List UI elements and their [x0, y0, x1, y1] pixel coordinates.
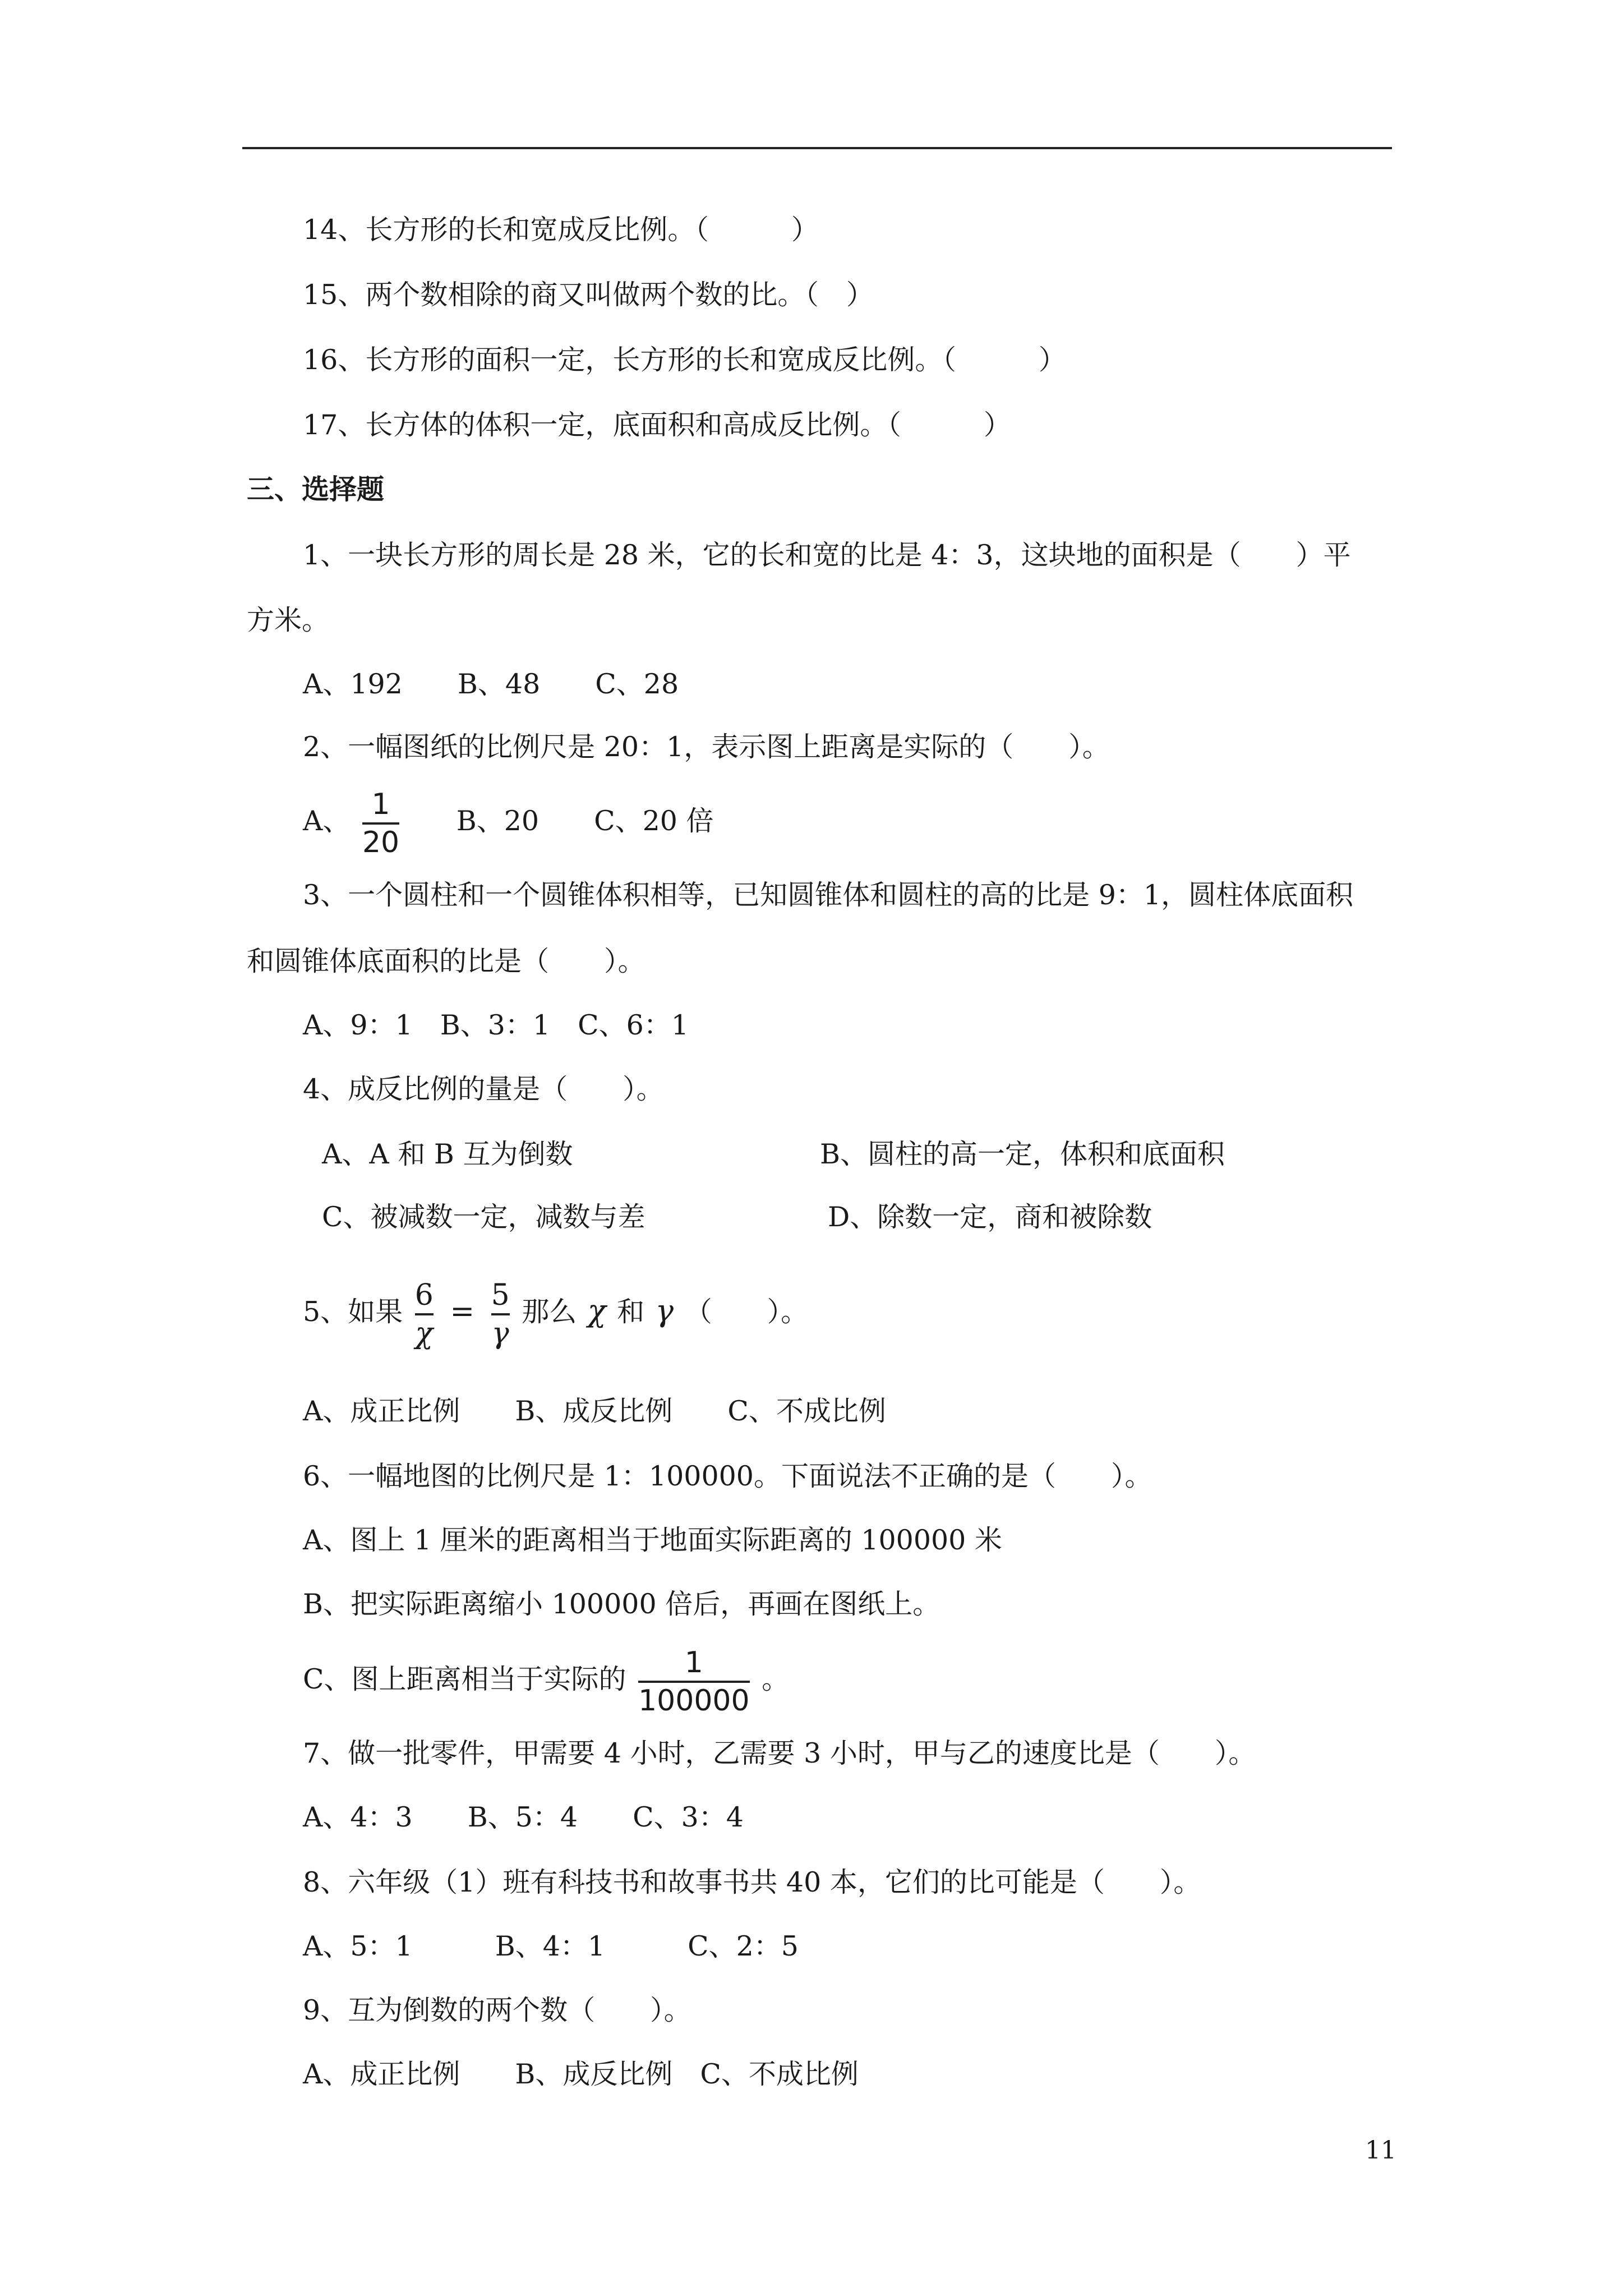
q2-option-a-label: A、 [303, 805, 351, 837]
q4-text: 4、成反比例的量是（ ）。 [303, 1073, 664, 1105]
q6-option-a: A、图上 1 厘米的距离相当于地面实际距离的 100000 米 [303, 1524, 1002, 1556]
q3-text: 3、一个圆柱和一个圆锥体积相等，已知圆锥体和圆柱的高的比是 9：1，圆柱体底面积 [303, 879, 1354, 911]
q5-fraction-1 [415, 1277, 434, 1351]
q5-prefix: 5、如果 [303, 1296, 403, 1328]
judge-q17: 17、长方体的体积一定，底面积和高成反比例。（ ） [303, 409, 1011, 441]
q9-options: A、成正比例 B、成反比例 C、不成比例 [303, 2058, 859, 2090]
q5-text [303, 1269, 808, 1354]
q5-options: A、成正比例 B、成反比例 C、不成比例 [303, 1395, 886, 1427]
judge-q16: 16、长方形的面积一定，长方形的长和宽成反比例。（ ） [303, 344, 1066, 376]
q2-options [303, 782, 714, 861]
q8-options: A、5：1 B、4：1 C、2：5 [303, 1930, 799, 1962]
q6-option-c-suffix: 。 [762, 1663, 790, 1695]
fraction-denominator: 20 [362, 822, 399, 861]
q5-mid: 那么 [522, 1296, 577, 1328]
q8-text: 8、六年级（1）班有科技书和故事书共 40 本，它们的比可能是（ ）。 [303, 1866, 1201, 1898]
q7-options: A、4：3 B、5：4 C、3：4 [303, 1801, 744, 1833]
q6-option-b: B、把实际距离缩小 100000 倍后，再画在图纸上。 [303, 1588, 940, 1620]
q1-options: A、192 B、48 C、28 [303, 668, 679, 700]
q4-option-b: B、圆柱的高一定，体积和底面积 [820, 1138, 1225, 1170]
fraction-denominator: γ [491, 1313, 510, 1351]
fraction-numerator: 6 [414, 1278, 434, 1312]
q2-option-a-fraction [362, 786, 399, 861]
q3-text-cont: 和圆锥体底面积的比是（ ）。 [247, 945, 645, 977]
fraction-numerator: 1 [371, 787, 390, 821]
header-rule [242, 147, 1392, 149]
q3-options: A、9：1 B、3：1 C、6：1 [303, 1009, 689, 1041]
q2-text: 2、一幅图纸的比例尺是 20：1，表示图上距离是实际的（ ）。 [303, 731, 1110, 763]
q4-option-a: A、A 和 B 互为倒数 [322, 1138, 573, 1170]
q5-var-x: χ [587, 1293, 606, 1328]
section-title: 三、选择题 [247, 473, 385, 505]
q1-text: 1、一块长方形的周长是 28 米，它的长和宽的比是 4：3，这块地的面积是（ ）平 [303, 539, 1351, 571]
fraction-denominator: 100000 [638, 1681, 750, 1719]
judge-q14: 14、长方形的长和宽成反比例。（ ） [303, 214, 819, 246]
fraction-numerator: 1 [684, 1645, 703, 1680]
page-number: 11 [1365, 2136, 1396, 2165]
q6-option-c-text: C、图上距离相当于实际的 [303, 1663, 626, 1695]
q4-option-d: D、除数一定，商和被除数 [828, 1201, 1152, 1233]
q6-option-c [303, 1640, 789, 1719]
q7-text: 7、做一批零件，甲需要 4 小时，乙需要 3 小时，甲与乙的速度比是（ ）。 [303, 1737, 1256, 1769]
fraction-denominator: χ [415, 1313, 434, 1351]
equals-sign: = [450, 1295, 475, 1328]
q5-suffix: （ ）。 [684, 1296, 809, 1328]
q6-text: 6、一幅地图的比例尺是 1：100000。下面说法不正确的是（ ）。 [303, 1460, 1152, 1492]
q9-text: 9、互为倒数的两个数（ ）。 [303, 1994, 691, 2026]
q6-option-c-fraction [638, 1645, 750, 1719]
q5-var-y: γ [655, 1293, 674, 1328]
q1-text-cont: 方米。 [247, 604, 330, 636]
q2-options-bc: B、20 C、20 倍 [456, 805, 714, 837]
q5-and: 和 [617, 1296, 645, 1328]
judge-q15: 15、两个数相除的商又叫做两个数的比。（ ） [303, 279, 874, 311]
fraction-numerator: 5 [491, 1278, 510, 1312]
q4-option-c: C、被减数一定，减数与差 [322, 1201, 645, 1233]
q5-fraction-2 [491, 1277, 510, 1351]
